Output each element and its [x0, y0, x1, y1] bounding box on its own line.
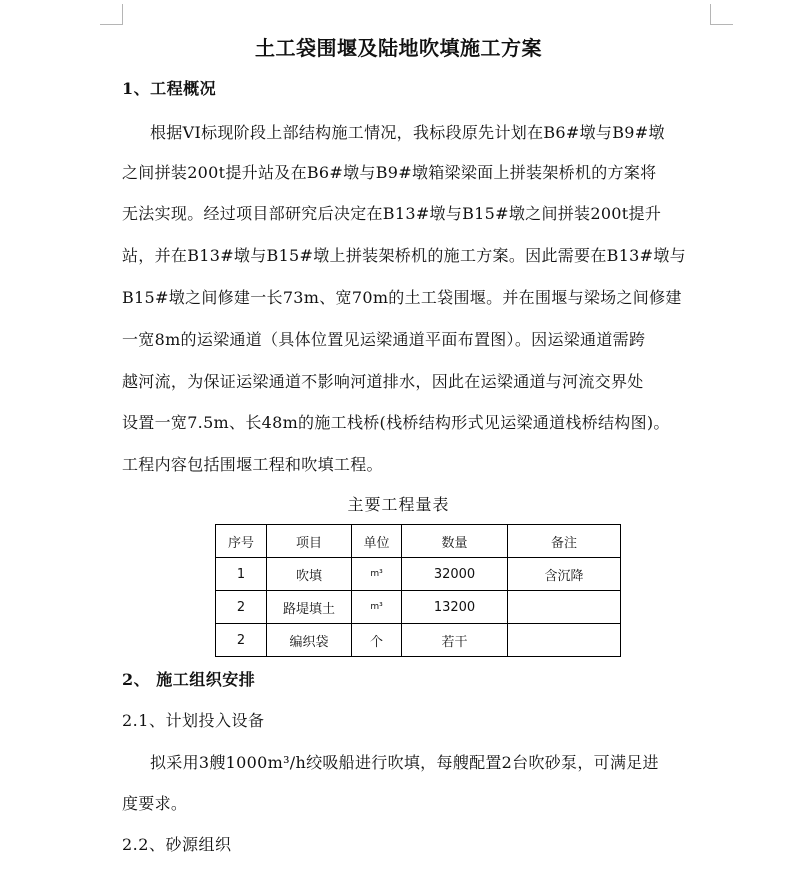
section-2-1-heading: 2.1、计划投入设备: [122, 711, 265, 730]
crop-mark-top-right: [710, 4, 733, 25]
table-cell: 个: [352, 624, 402, 657]
table-cell: [508, 591, 621, 624]
table-cell: 编织袋: [267, 624, 352, 657]
table-cell: 含沉降: [508, 558, 621, 591]
header-cell-remark: 备注: [508, 525, 621, 558]
table-caption: 主要工程量表: [347, 495, 450, 514]
section-2-heading: 2、 施工组织安排: [122, 670, 256, 689]
table-cell: m³: [352, 591, 402, 624]
table-cell: 2: [216, 591, 267, 624]
table-cell: [508, 624, 621, 657]
paragraph-line: 拟采用3艘1000m³/h绞吸船进行吹填，每艘配置2台吹砂泵，可满足进: [150, 753, 659, 772]
header-cell-unit: 单位: [352, 525, 402, 558]
table-header-row: [216, 525, 621, 558]
table-row: [216, 558, 621, 591]
table-cell: 32000: [402, 558, 508, 591]
document-title: 土工袋围堰及陆地吹填施工方案: [255, 36, 542, 60]
paragraph-line: 一宽8m的运梁通道（具体位置见运梁通道平面布置图）。因运梁通道需跨: [122, 330, 646, 349]
header-cell-index: 序号: [216, 525, 267, 558]
table-row: [216, 624, 621, 657]
header-cell-item: 项目: [267, 525, 352, 558]
paragraph-line: 之间拼装200t提升站及在B6#墩与B9#墩箱梁梁面上拼装架桥机的方案将: [122, 163, 657, 182]
table-cell: 1: [216, 558, 267, 591]
paragraph-line: 工程内容包括围堰工程和吹填工程。: [122, 455, 383, 474]
section-2-2-heading: 2.2、砂源组织: [122, 835, 232, 854]
paragraph-line: 设置一宽7.5m、长48m的施工栈桥(栈桥结构形式见运梁通道栈桥结构图)。: [122, 413, 670, 432]
crop-mark-top-left: [100, 4, 123, 25]
table-cell: m³: [352, 558, 402, 591]
paragraph-line: 度要求。: [122, 794, 188, 813]
table-row: [216, 591, 621, 624]
paragraph-line: B15#墩之间修建一长73m、宽70m的土工袋围堰。并在围堰与梁场之间修建: [122, 288, 682, 307]
table-cell: 吹填: [267, 558, 352, 591]
table-cell: 13200: [402, 591, 508, 624]
paragraph-line: 越河流，为保证运梁通道不影响河道排水，因此在运梁通道与河流交界处: [122, 372, 644, 391]
section-1-heading: 1、工程概况: [122, 79, 217, 98]
quantity-table: [215, 524, 621, 657]
paragraph-line: 无法实现。经过项目部研究后决定在B13#墩与B15#墩之间拼装200t提升: [122, 204, 662, 223]
table-cell: 2: [216, 624, 267, 657]
paragraph-line: 根据VI标现阶段上部结构施工情况，我标段原先计划在B6#墩与B9#墩: [150, 123, 665, 142]
table-cell: 若干: [402, 624, 508, 657]
table-cell: 路堤填土: [267, 591, 352, 624]
paragraph-line: 站，并在B13#墩与B15#墩上拼装架桥机的施工方案。因此需要在B13#墩与: [122, 246, 686, 265]
header-cell-quantity: 数量: [402, 525, 508, 558]
